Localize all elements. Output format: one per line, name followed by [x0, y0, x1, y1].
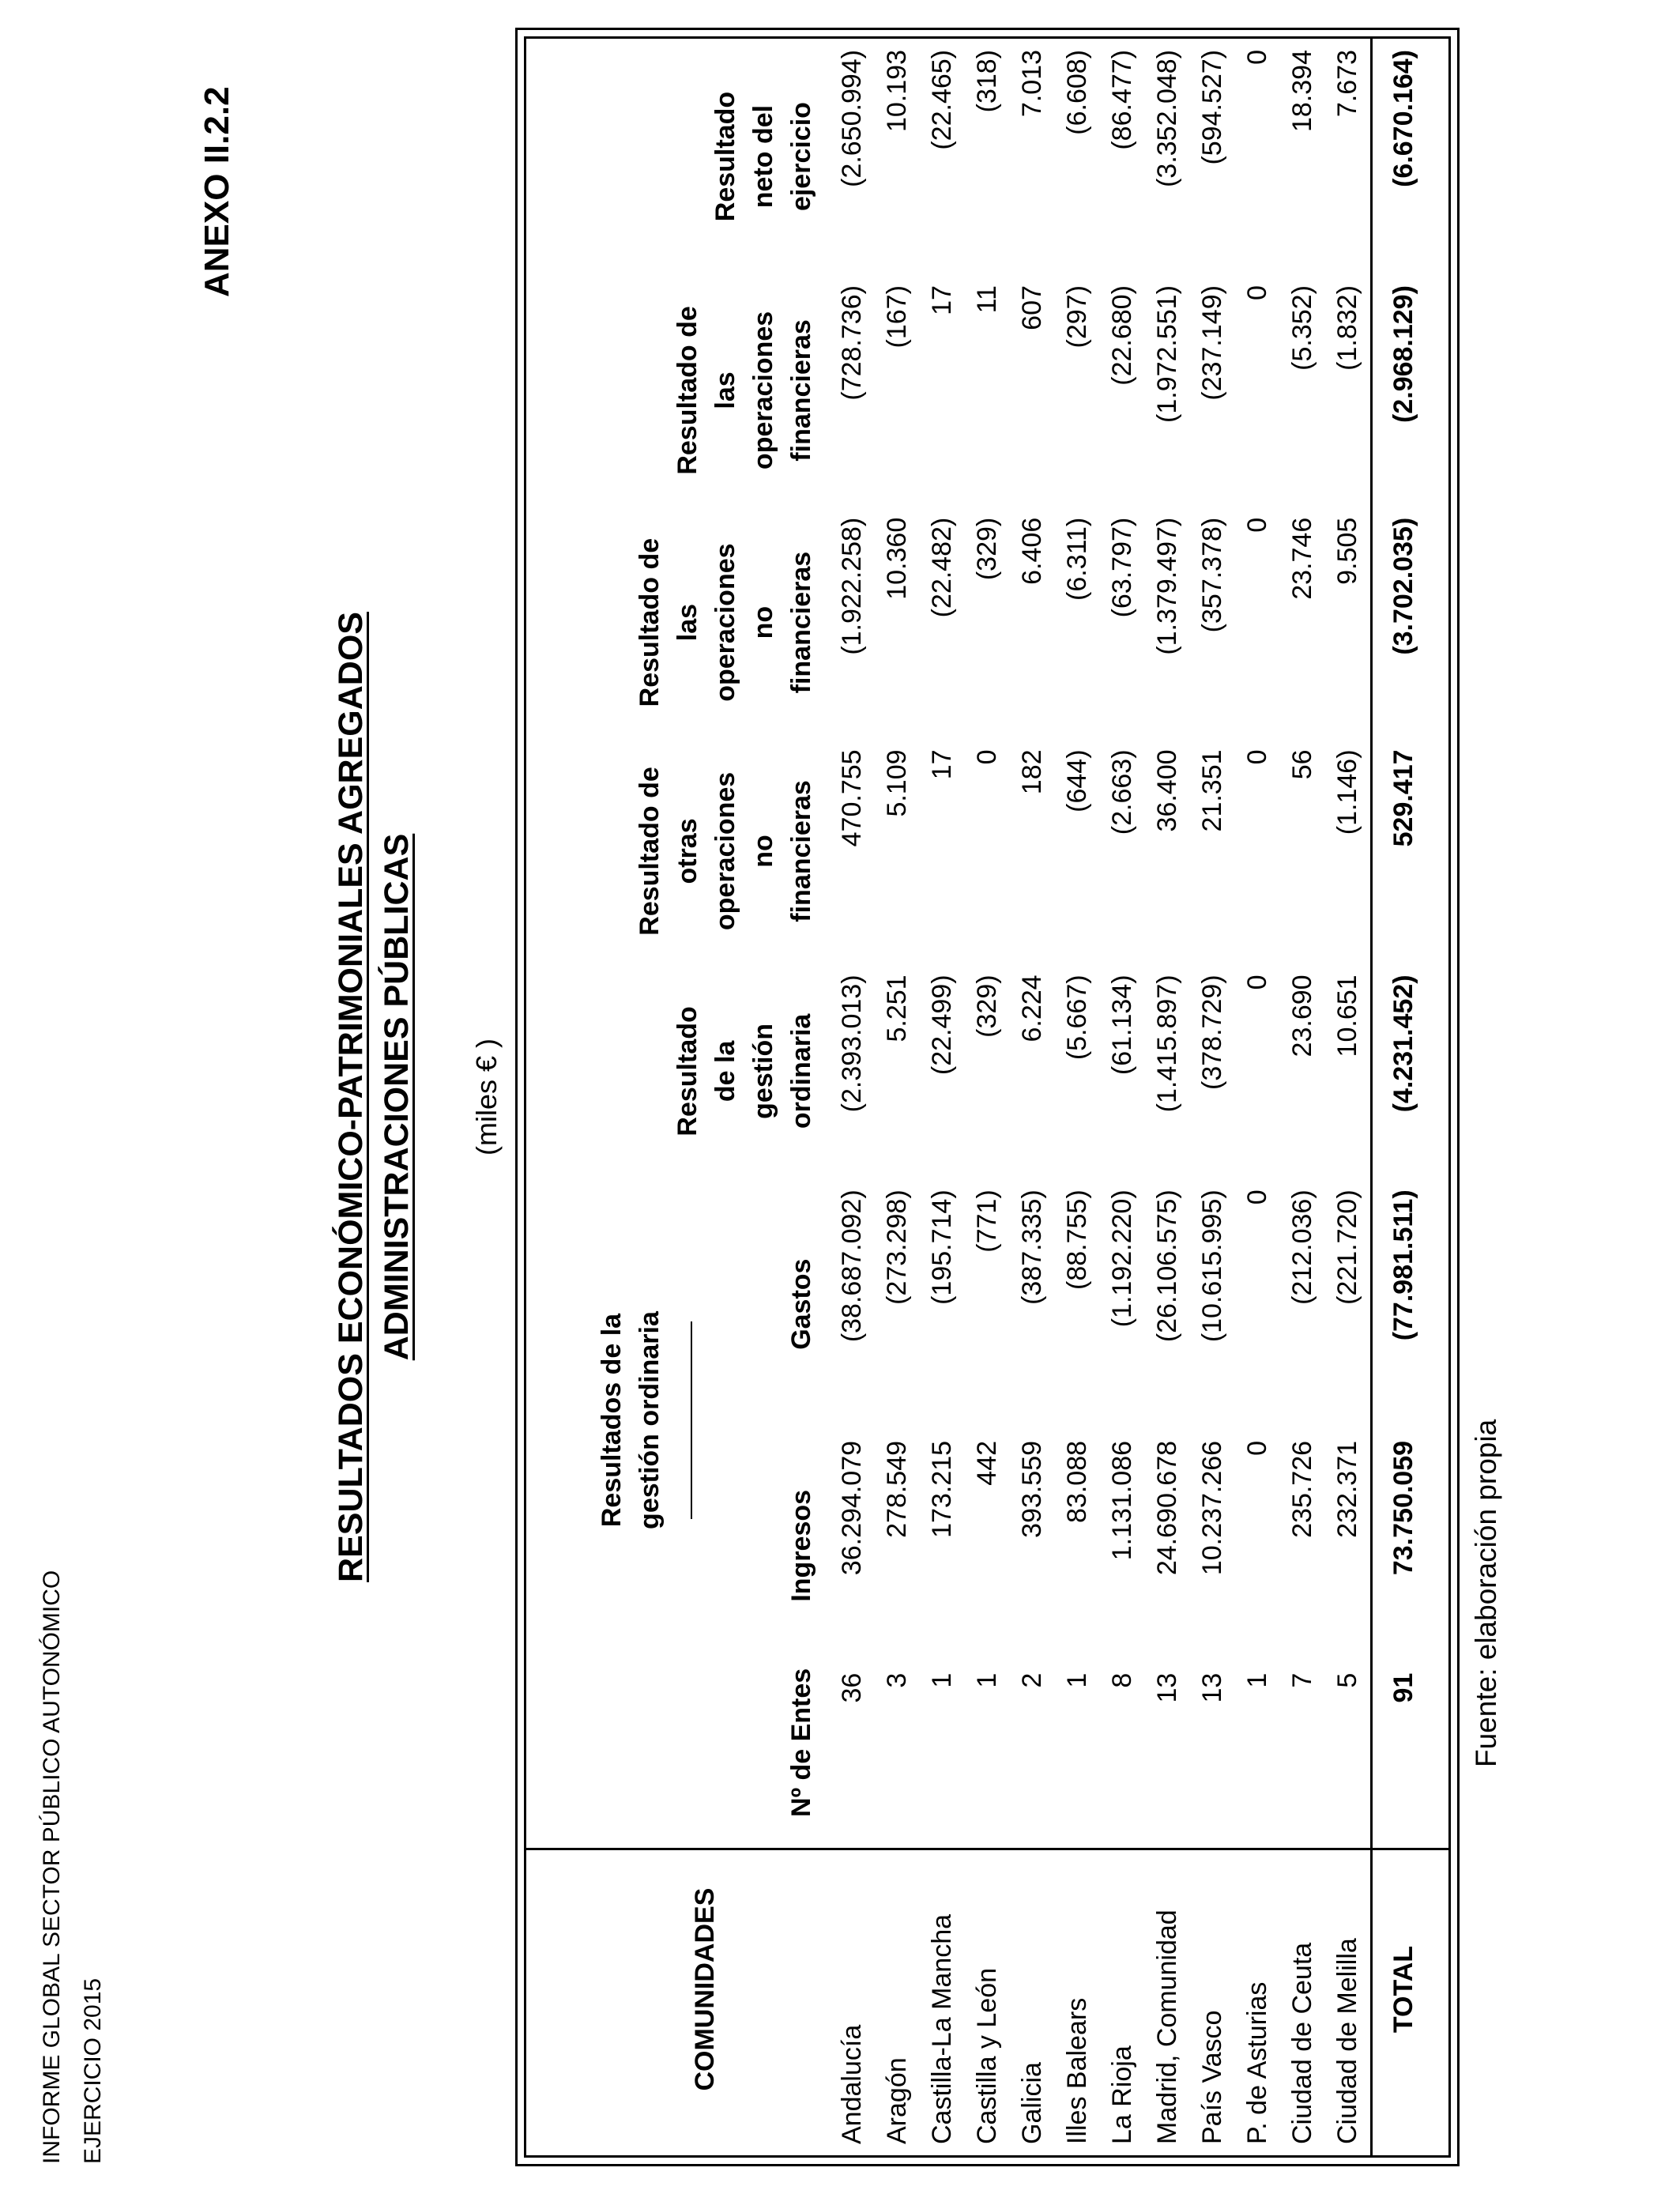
- cell-ingresos: 1.131.086: [1107, 1440, 1137, 1561]
- header-gestion: [526, 963, 830, 1178]
- total-fin: (2.968.129): [1372, 274, 1435, 507]
- total-otras: 529.417: [1372, 738, 1435, 963]
- table-row: [1235, 39, 1280, 2155]
- cell-name: Andalucía: [837, 2024, 867, 2144]
- cell-ingresos: 235.726: [1287, 1440, 1317, 1538]
- cell-entes: 13: [1197, 1672, 1227, 1703]
- cell-fin: (22.680): [1107, 285, 1137, 386]
- header-row-1: [526, 39, 702, 2155]
- cell-entes: 3: [882, 1672, 912, 1688]
- table-frame: [515, 28, 1460, 2166]
- cell-otras: 17: [927, 749, 957, 780]
- group-rule: [691, 1321, 692, 1519]
- cell-ingresos: 36.294.079: [837, 1440, 867, 1576]
- page-subtitle: [378, 0, 416, 2194]
- cell-ingresos: 10.237.266: [1197, 1440, 1227, 1576]
- report-header: [32, 1570, 114, 2164]
- cell-gastos: (26.106.575): [1152, 1189, 1182, 1343]
- cell-gastos: (221.720): [1332, 1189, 1362, 1305]
- table-row: [1010, 39, 1055, 2155]
- cell-name: Madrid, Comunidad: [1152, 1909, 1182, 2144]
- cell-gestion: 5.251: [882, 974, 912, 1042]
- annex-label: ANEXO II.2.2: [198, 86, 236, 297]
- cell-otras: 21.351: [1197, 749, 1227, 832]
- cell-otras: 0: [972, 749, 1002, 765]
- cell-no-fin: 6.406: [1017, 517, 1047, 585]
- cell-ingresos: 0: [1242, 1440, 1272, 1456]
- table-row: [1190, 39, 1235, 2155]
- cell-neto: (22.465): [927, 50, 957, 150]
- table-row: [965, 39, 1010, 2155]
- header-gestion-label: Resultado de la gestión ordinaria: [672, 1006, 816, 1137]
- cell-no-fin: 10.360: [882, 517, 912, 600]
- header-entes: Nº de Entes: [786, 1668, 816, 1817]
- cell-gestion: (2.393.013): [837, 974, 867, 1113]
- cell-name: La Rioja: [1107, 2045, 1137, 2144]
- cell-no-fin: (6.311): [1062, 517, 1092, 601]
- cell-neto: (6.608): [1062, 50, 1092, 135]
- cell-gastos: (195.714): [927, 1189, 957, 1305]
- cell-name: País Vasco: [1197, 2010, 1227, 2144]
- cell-gestion: (329): [972, 974, 1002, 1038]
- cell-no-fin: (357.378): [1197, 517, 1227, 633]
- cell-fin: (297): [1062, 285, 1092, 349]
- cell-otras: 56: [1287, 749, 1317, 780]
- table-row: [1100, 39, 1145, 2155]
- total-gastos: (77.981.511): [1372, 1178, 1435, 1430]
- cell-entes: 1: [1242, 1672, 1272, 1688]
- cell-ingresos: 83.088: [1062, 1440, 1092, 1523]
- page-title: [332, 0, 371, 2194]
- total-gestion: (4.231.452): [1372, 963, 1435, 1178]
- cell-fin: 11: [972, 285, 1002, 314]
- header-gastos: Gastos: [786, 1258, 816, 1350]
- cell-gastos: (10.615.995): [1197, 1189, 1227, 1343]
- cell-gestion: 6.224: [1017, 974, 1047, 1042]
- cell-entes: 5: [1332, 1672, 1362, 1688]
- results-table: [526, 39, 1434, 2155]
- page-title-line1: RESULTADOS ECONÓMICO-PATRIMONIALES AGREGADOS: [332, 612, 370, 1582]
- cell-gastos: 0: [1242, 1189, 1272, 1205]
- cell-gastos: (88.755): [1062, 1189, 1092, 1290]
- cell-ingresos: 232.371: [1332, 1440, 1362, 1538]
- total-entes: 91: [1372, 1662, 1435, 1823]
- header-neto: [526, 39, 830, 274]
- cell-otras: 0: [1242, 749, 1272, 765]
- cell-fin: (1.832): [1332, 285, 1362, 371]
- cell-gestion: (378.729): [1197, 974, 1227, 1090]
- cell-name: Ciudad de Ceuta: [1287, 1942, 1317, 2144]
- table-row: [1280, 39, 1325, 2155]
- cell-no-fin: 23.746: [1287, 517, 1317, 600]
- cell-entes: 1: [927, 1672, 957, 1688]
- cell-ingresos: 278.549: [882, 1440, 912, 1538]
- cell-fin: 0: [1242, 285, 1272, 300]
- cell-name: P. de Asturias: [1242, 1981, 1272, 2144]
- cell-no-fin: (1.922.258): [837, 517, 867, 655]
- cell-name: Castilla y León: [972, 1967, 1002, 2144]
- table-row: [1325, 39, 1372, 2155]
- cell-fin: (237.149): [1197, 285, 1227, 401]
- header-neto-label: Resultado neto del ejercicio: [710, 91, 816, 222]
- cell-neto: (3.352.048): [1152, 50, 1182, 187]
- cell-gastos: (273.298): [882, 1189, 912, 1305]
- cell-gestion: (22.499): [927, 974, 957, 1076]
- cell-no-fin: (1.379.497): [1152, 517, 1182, 655]
- cell-fin: 17: [927, 285, 957, 315]
- cell-entes: 36: [837, 1672, 867, 1703]
- cell-neto: 7.013: [1017, 50, 1047, 118]
- cell-neto: (86.477): [1107, 50, 1137, 150]
- cell-ingresos: 442: [972, 1440, 1002, 1486]
- cell-name: Ciudad de Melilla: [1332, 1938, 1362, 2144]
- cell-fin: (728.736): [837, 285, 867, 401]
- header-group-label: Resultados de la gestión ordinaria: [597, 1311, 665, 1529]
- table-row: [1145, 39, 1190, 2155]
- header-comunidades: COMUNIDADES: [690, 1887, 720, 2091]
- cell-entes: 8: [1107, 1672, 1137, 1688]
- report-year: EJERCICIO 2015: [80, 1977, 106, 2164]
- table-row: [920, 39, 965, 2155]
- table-row: [875, 39, 920, 2155]
- cell-no-fin: (22.482): [927, 517, 957, 618]
- cell-name: Castilla-La Mancha: [927, 1913, 957, 2144]
- cell-otras: 36.400: [1152, 749, 1182, 832]
- cell-no-fin: 0: [1242, 517, 1272, 533]
- cell-fin: (5.352): [1287, 285, 1317, 371]
- total-row: [1372, 39, 1435, 2155]
- cell-fin: 607: [1017, 285, 1047, 330]
- cell-gestion: (61.134): [1107, 974, 1137, 1076]
- cell-neto: 7.673: [1332, 50, 1362, 118]
- cell-gastos: (771): [972, 1189, 1002, 1253]
- header-group: [526, 1178, 702, 1661]
- cell-gestion: 10.651: [1332, 974, 1362, 1057]
- header-otras-label: Resultado de otras operaciones no financieras: [635, 767, 816, 936]
- cell-entes: 1: [972, 1672, 1002, 1688]
- header-otras: [526, 738, 830, 963]
- table-inner-frame: [524, 36, 1451, 2158]
- header-fin-label: Resultado de las operaciones financieras: [672, 306, 816, 475]
- cell-ingresos: 24.690.678: [1152, 1440, 1182, 1576]
- cell-neto: 18.394: [1287, 50, 1317, 132]
- cell-entes: 7: [1287, 1672, 1317, 1688]
- cell-no-fin: (63.797): [1107, 517, 1137, 618]
- total-ingresos: 73.750.059: [1372, 1430, 1435, 1662]
- cell-gestion: (5.667): [1062, 974, 1092, 1061]
- cell-no-fin: 9.505: [1332, 517, 1362, 585]
- cell-neto: (318): [972, 50, 1002, 113]
- cell-no-fin: (329): [972, 517, 1002, 581]
- cell-name: Aragón: [882, 2057, 912, 2144]
- header-no-fin-label: Resultado de las operaciones no financieras: [635, 537, 816, 707]
- cell-otras: (644): [1062, 749, 1092, 812]
- cell-gastos: (212.036): [1287, 1189, 1317, 1305]
- cell-gastos: (38.687.092): [837, 1189, 867, 1343]
- table-body: [830, 39, 1434, 2155]
- cell-name: Illes Balears: [1062, 1997, 1092, 2144]
- units-label: (miles € ): [470, 1039, 503, 1156]
- cell-gestion: 23.690: [1287, 974, 1317, 1057]
- table-row: [1055, 39, 1100, 2155]
- cell-otras: (1.146): [1332, 749, 1362, 835]
- source-note: Fuente: elaboración propia: [1470, 1419, 1502, 1767]
- report-title: INFORME GLOBAL SECTOR PÚBLICO AUTONÓMICO: [39, 1570, 65, 2164]
- cell-otras: 182: [1017, 749, 1047, 795]
- cell-neto: (594.527): [1197, 50, 1227, 165]
- header-no-fin: [526, 507, 830, 739]
- total-no-fin: (3.702.035): [1372, 507, 1435, 739]
- cell-otras: (2.663): [1107, 749, 1137, 835]
- cell-entes: 13: [1152, 1672, 1182, 1703]
- page-title-line2: ADMINISTRACIONES PÚBLICAS: [378, 833, 416, 1361]
- cell-entes: 2: [1017, 1672, 1047, 1688]
- header-fin: [526, 274, 830, 507]
- cell-ingresos: 173.215: [927, 1440, 957, 1538]
- cell-neto: (2.650.994): [837, 50, 867, 187]
- table-row: [830, 39, 875, 2155]
- cell-gestion: 0: [1242, 974, 1272, 990]
- cell-entes: 1: [1062, 1672, 1092, 1688]
- cell-fin: (167): [882, 285, 912, 349]
- cell-gastos: (387.335): [1017, 1189, 1047, 1305]
- total-neto: (6.670.164): [1372, 39, 1435, 274]
- cell-otras: 5.109: [882, 749, 912, 817]
- total-name: TOTAL: [1372, 1823, 1435, 2155]
- cell-gestion: (1.415.897): [1152, 974, 1182, 1113]
- cell-otras: 470.755: [837, 749, 867, 847]
- cell-fin: (1.972.551): [1152, 285, 1182, 423]
- cell-ingresos: 393.559: [1017, 1440, 1047, 1538]
- header-ingresos: Ingresos: [786, 1489, 816, 1602]
- cell-gastos: (1.192.220): [1107, 1189, 1137, 1328]
- cell-neto: 10.193: [882, 50, 912, 132]
- cell-name: Galicia: [1017, 2062, 1047, 2144]
- cell-neto: 0: [1242, 50, 1272, 65]
